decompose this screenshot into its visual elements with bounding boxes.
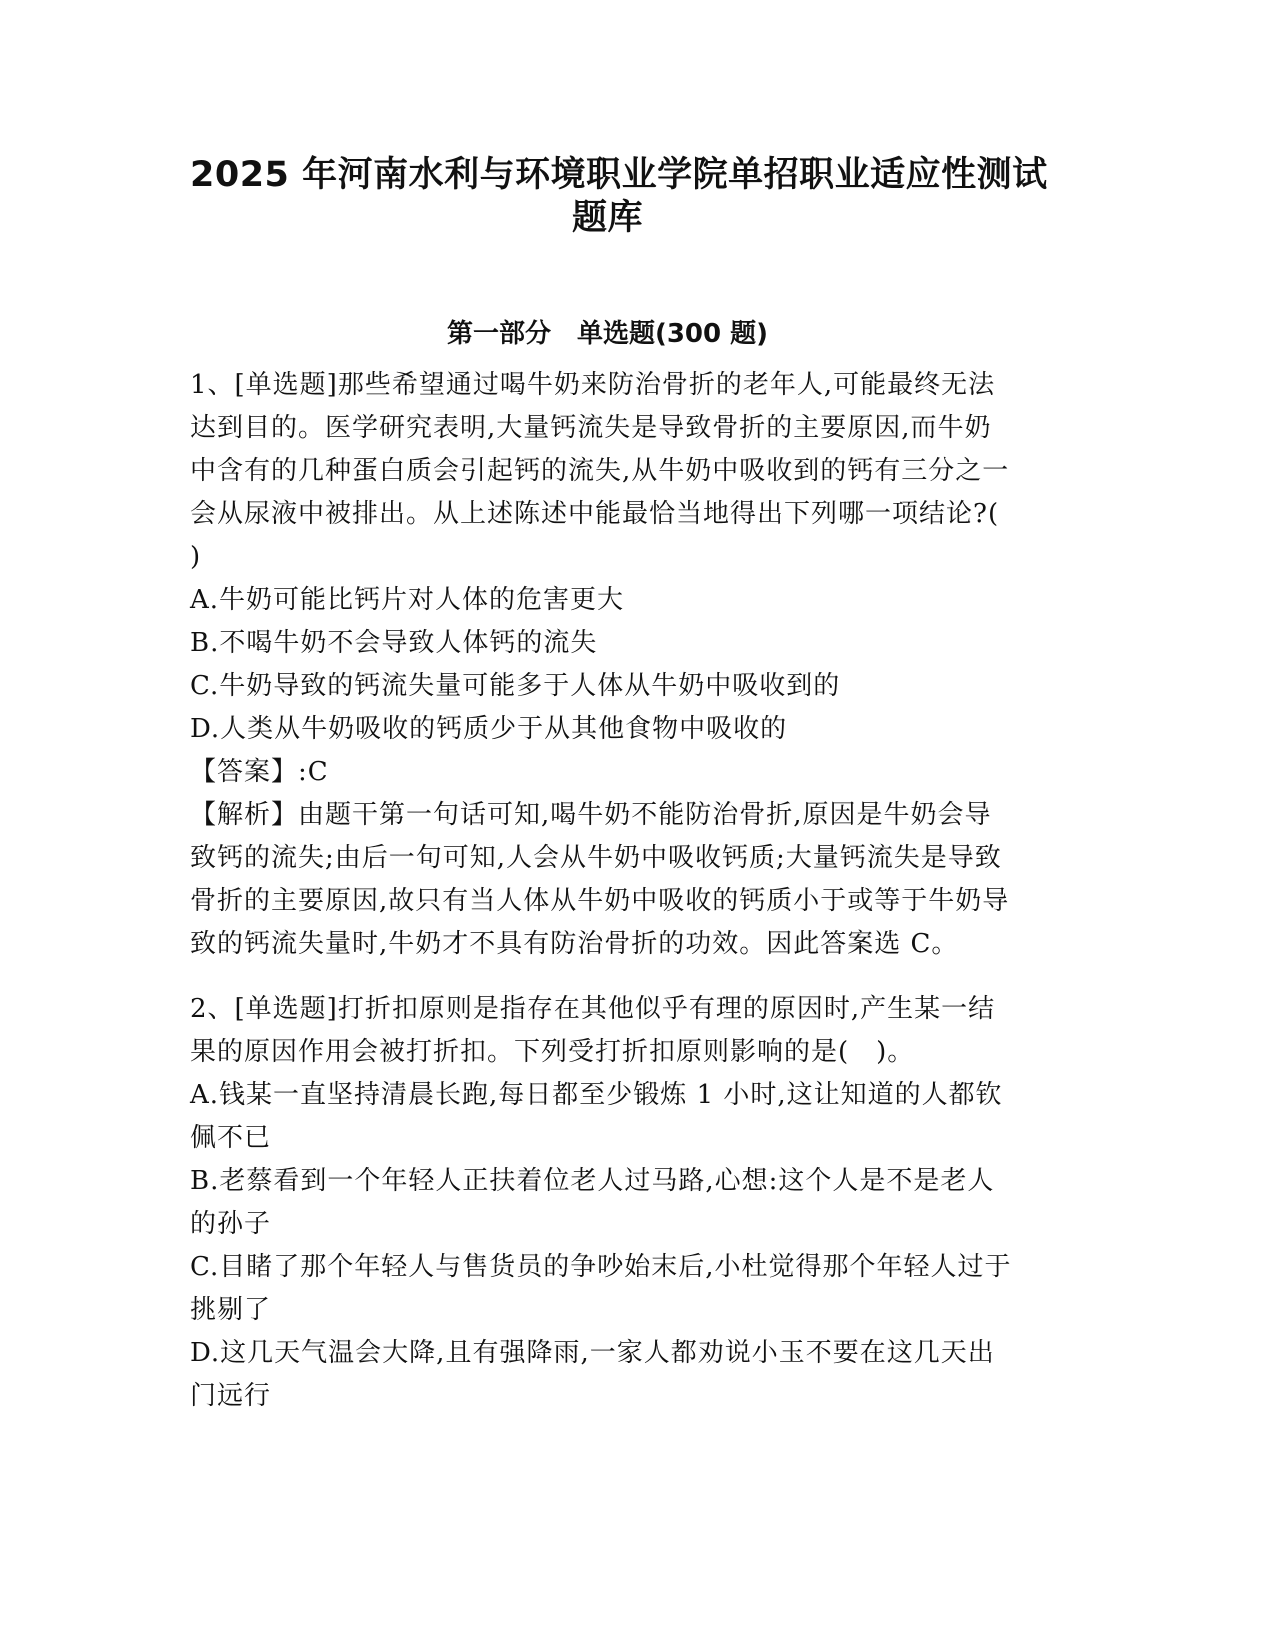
analysis-line: 致的钙流失量时,牛奶才不具有防治骨折的功效。因此答案选 C。 bbox=[190, 929, 959, 959]
title-line: 2025 年河南水利与环境职业学院单招职业适应性测试 bbox=[190, 155, 1048, 195]
section-title: 第一部分 单选题(300 题) bbox=[446, 319, 769, 349]
stem-line: 果的原因作用会被打折扣。下列受打折扣原则影响的是( )。 bbox=[190, 1037, 915, 1067]
stem-line: 达到目的。医学研究表明,大量钙流失是导致骨折的主要原因,而牛奶 bbox=[190, 413, 992, 443]
analysis-line: 骨折的主要原因,故只有当人体从牛奶中吸收的钙质小于或等于牛奶导 bbox=[190, 886, 1010, 916]
answer: 【答案】:C bbox=[190, 757, 329, 787]
question-stem bbox=[190, 364, 1025, 579]
option-list bbox=[190, 1074, 1025, 1418]
stem-line: 2、[单选题]打折扣原则是指存在其他似乎有理的原因时,产生某一结 bbox=[190, 994, 996, 1024]
option-d-continued: 门远行 bbox=[190, 1381, 272, 1411]
title-line: 题库 bbox=[571, 198, 643, 238]
option-a-continued: 佩不已 bbox=[190, 1123, 272, 1153]
option-c: C.牛奶导致的钙流失量可能多于人体从牛奶中吸收到的 bbox=[190, 671, 841, 701]
option-a: A.牛奶可能比钙片对人体的危害更大 bbox=[190, 585, 625, 615]
stem-line: 1、[单选题]那些希望通过喝牛奶来防治骨折的老年人,可能最终无法 bbox=[190, 370, 996, 400]
analysis bbox=[190, 794, 1025, 966]
analysis-line: 【解析】由题干第一句话可知,喝牛奶不能防治骨折,原因是牛奶会导 bbox=[190, 800, 992, 830]
option-a: A.钱某一直坚持清晨长跑,每日都至少锻炼 1 小时,这让知道的人都钦 bbox=[190, 1080, 1003, 1110]
document-title bbox=[190, 146, 1048, 238]
option-c-continued: 挑剔了 bbox=[190, 1295, 272, 1325]
option-b: B.不喝牛奶不会导致人体钙的流失 bbox=[190, 628, 598, 658]
option-c: C.目睹了那个年轻人与售货员的争吵始末后,小杜觉得那个年轻人过于 bbox=[190, 1252, 1012, 1282]
option-d: D.这几天气温会大降,且有强降雨,一家人都劝说小玉不要在这几天出 bbox=[190, 1338, 995, 1368]
option-d: D.人类从牛奶吸收的钙质少于从其他食物中吸收的 bbox=[190, 714, 788, 744]
analysis-line: 致钙的流失;由后一句可知,人会从牛奶中吸收钙质;大量钙流失是导致 bbox=[190, 843, 1002, 873]
option-list bbox=[190, 579, 1025, 751]
question-1 bbox=[190, 364, 1025, 966]
option-b: B.老蔡看到一个年轻人正扶着位老人过马路,心想:这个人是不是老人 bbox=[190, 1166, 995, 1196]
question-stem bbox=[190, 988, 1025, 1074]
question-2 bbox=[190, 988, 1025, 1418]
option-b-continued: 的孙子 bbox=[190, 1209, 272, 1239]
stem-line: 中含有的几种蛋白质会引起钙的流失,从牛奶中吸收到的钙有三分之一 bbox=[190, 456, 1010, 486]
stem-line: ) bbox=[190, 542, 202, 572]
stem-line: 会从尿液中被排出。从上述陈述中能最恰当地得出下列哪一项结论?( bbox=[190, 499, 1000, 529]
